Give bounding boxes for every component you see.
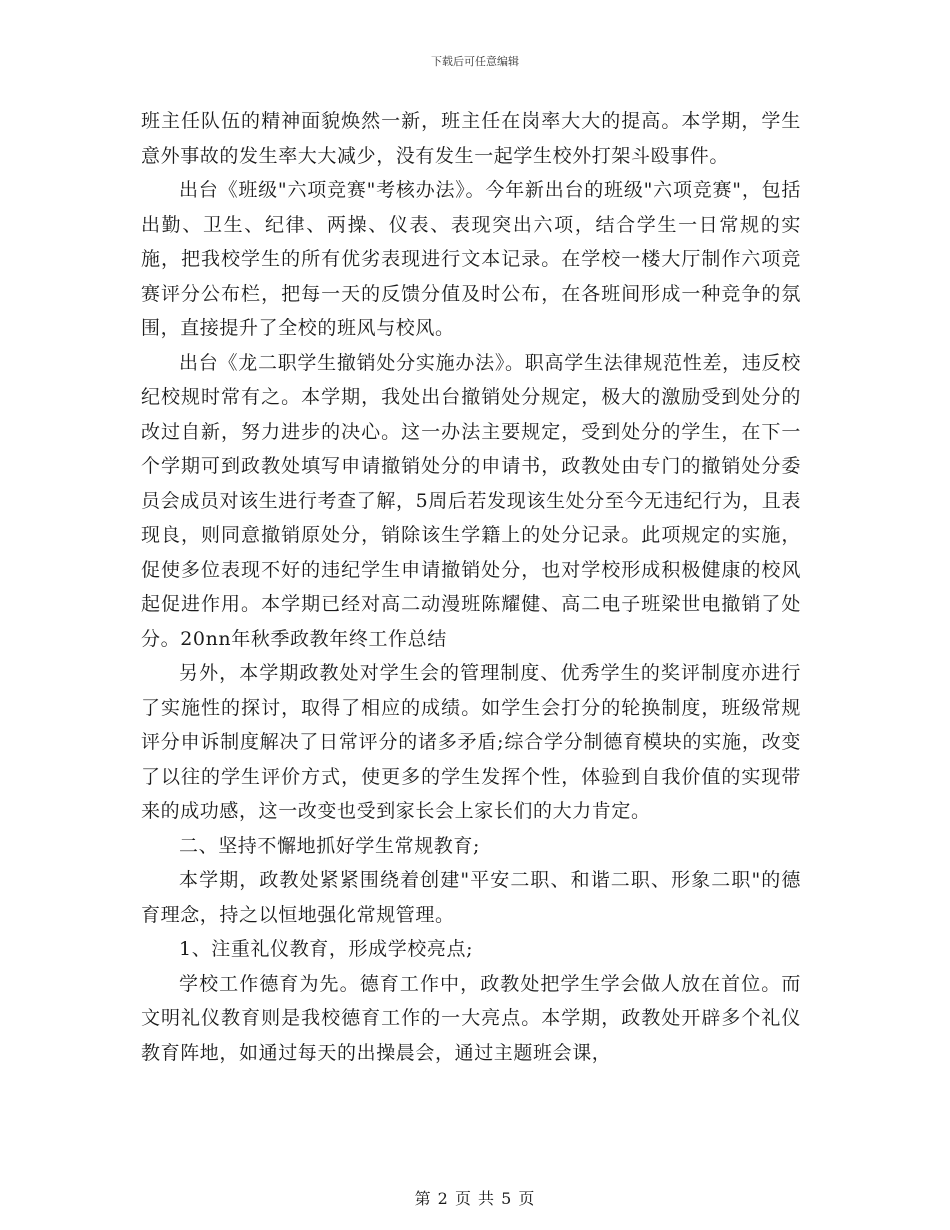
subsection-heading: 1、注重礼仪教育，形成学校亮点; bbox=[179, 938, 474, 960]
paragraph: 出台《龙二职学生撤销处分实施办法》。职高学生法律规范性差，违反校纪校规时常有之。本学期，我处出台撤销处分规定，极大的激励受到处分的改过自新，努力进步的决心。这一办法主要规定，受到处分的学生，在下一个学期可到政教处填写申请撤销处分的申请书，政教处由专门的撤销处分委员会成员对该生进行考查了解，5周后若发现该生处分至今无违纪行为，且表现良，则同意撤销原处分，销除该生学籍上的处分记录。此项规定的实施，促使多位表现不好的违纪学生申请撤销处分，也对学校形成积极健康的校风起促进作用。本学期已经对高二动漫班陈耀健、高二电子班梁世电撤销了处分。20nn年秋季政教年终工作总结 bbox=[141, 351, 801, 650]
paragraph: 另外，本学期政教处对学生会的管理制度、优秀学生的奖评制度亦进行了实施性的探讨，取得了相应的成绩。如学生会打分的轮换制度，班级常规评分申诉制度解决了日常评分的诸多矛盾;综合学分制德育模块的实施，改变了以往的学生评价方式，使更多的学生发挥个性，体验到自我价值的实现带来的成功感，这一改变也受到家长会上家长们的大力肯定。 bbox=[141, 662, 801, 822]
section-heading: 二、坚持不懈地抓好学生常规教育; bbox=[179, 834, 481, 857]
page-header: 下载后可任意编辑 bbox=[431, 55, 519, 68]
page-number-footer: 第 2 页 共 5 页 bbox=[414, 1189, 536, 1208]
paragraph: 本学期，政教处紧紧围绕着创建"平安二职、和谐二职、形象二职"的德育理念，持之以恒地强化常规管理。 bbox=[141, 869, 801, 926]
paragraph: 学校工作德育为先。德育工作中，政教处把学生学会做人放在首位。而文明礼仪教育则是我校德育工作的一大亮点。本学期，政教处开辟多个礼仪教育阵地，如通过每天的出操晨会，通过主题班会课， bbox=[141, 972, 801, 1064]
document-body bbox=[141, 104, 801, 1070]
paragraph: 出台《班级"六项竞赛"考核办法》。今年新出台的班级"六项竞赛"，包括出勤、卫生、纪律、两操、仪表、表现突出六项，结合学生一日常规的实施，把我校学生的所有优劣表现进行文本记录。在学校一楼大厅制作六项竞赛评分公布栏，把每一天的反馈分值及时公布，在各班间形成一种竞争的氛围，直接提升了全校的班风与校风。 bbox=[141, 179, 801, 339]
paragraph: 班主任队伍的精神面貌焕然一新，班主任在岗率大大的提高。本学期，学生意外事故的发生率大大减少，没有发生一起学生校外打架斗殴事件。 bbox=[141, 110, 801, 167]
